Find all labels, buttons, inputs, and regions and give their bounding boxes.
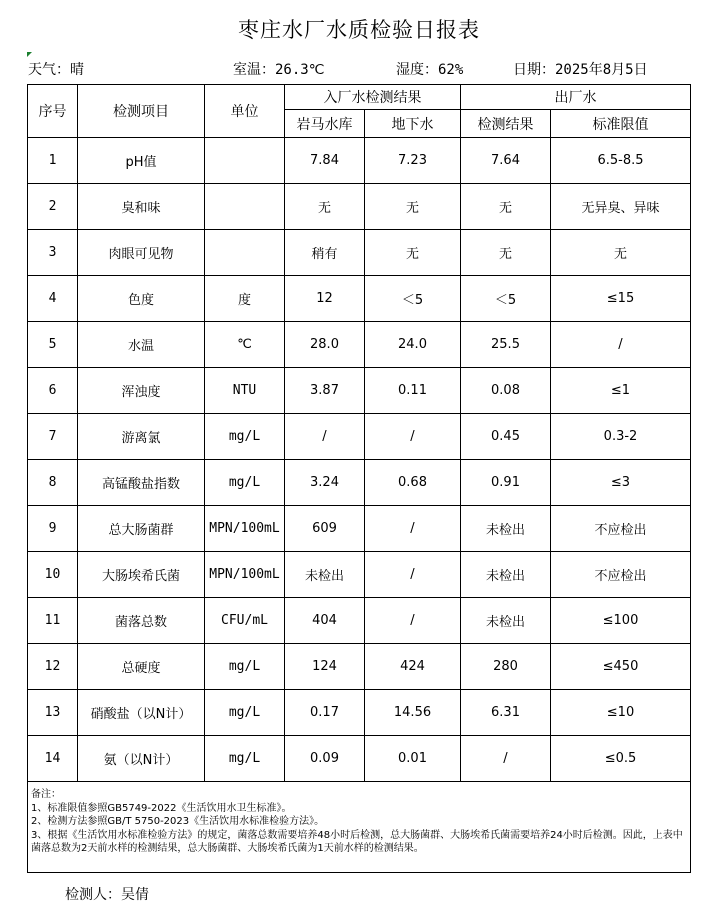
cell-unit: 度 bbox=[205, 276, 285, 322]
cell-groundwater-value: 0.68 bbox=[365, 460, 461, 506]
header-inlet-group: 入厂水检测结果 bbox=[285, 85, 461, 110]
note-line: 3、根据《生活饮用水标准检验方法》的规定，菌落总数需要培养48小时后检测，总大肠菌群、大肠埃希氏菌需要培养24小时后检测。因此，上表中菌落总数为2天前水样的检测结果，总大肠菌群、大肠埃希氏菌为1天前水样的检测结果。 bbox=[31, 829, 683, 854]
header-outlet-result: 检测结果 bbox=[461, 110, 551, 138]
cell-unit: mg/L bbox=[205, 736, 285, 782]
cell-standard-limit: 不应检出 bbox=[551, 506, 691, 552]
weather-field bbox=[28, 59, 84, 79]
cell-unit bbox=[205, 138, 285, 184]
cell-groundwater-value: / bbox=[365, 414, 461, 460]
water-quality-table bbox=[27, 84, 691, 873]
notes-row bbox=[28, 782, 691, 873]
cell-standard-limit: 0.3-2 bbox=[551, 414, 691, 460]
cell-unit: NTU bbox=[205, 368, 285, 414]
report-info-row bbox=[0, 59, 718, 81]
cell-seq: 13 bbox=[28, 690, 78, 736]
cell-seq: 10 bbox=[28, 552, 78, 598]
cell-item: 浑浊度 bbox=[78, 368, 205, 414]
cell-unit: MPN/100mL bbox=[205, 506, 285, 552]
notes-cell bbox=[28, 782, 691, 873]
cell-unit: mg/L bbox=[205, 460, 285, 506]
cell-seq: 9 bbox=[28, 506, 78, 552]
table-row bbox=[28, 230, 691, 276]
cell-outlet-result: 0.91 bbox=[461, 460, 551, 506]
cell-seq: 8 bbox=[28, 460, 78, 506]
cell-item: 水温 bbox=[78, 322, 205, 368]
table-row bbox=[28, 690, 691, 736]
cell-groundwater-value: 24.0 bbox=[365, 322, 461, 368]
cell-unit: ℃ bbox=[205, 322, 285, 368]
cell-standard-limit: / bbox=[551, 322, 691, 368]
cell-item: pH值 bbox=[78, 138, 205, 184]
cell-yanma-value: 稍有 bbox=[285, 230, 365, 276]
cell-outlet-result: 0.08 bbox=[461, 368, 551, 414]
cell-groundwater-value: 0.01 bbox=[365, 736, 461, 782]
cell-item: 游离氯 bbox=[78, 414, 205, 460]
table-row bbox=[28, 644, 691, 690]
table-row bbox=[28, 736, 691, 782]
cell-yanma-value: 3.87 bbox=[285, 368, 365, 414]
room-temp-value: 26.3℃ bbox=[275, 62, 325, 78]
cell-seq: 7 bbox=[28, 414, 78, 460]
note-line: 2、检测方法参照GB/T 5750-2023《生活饮用水标准检验方法》。 bbox=[31, 816, 325, 827]
cell-outlet-result: 未检出 bbox=[461, 598, 551, 644]
cell-seq: 5 bbox=[28, 322, 78, 368]
cell-groundwater-value: ＜5 bbox=[365, 276, 461, 322]
cell-outlet-result: 未检出 bbox=[461, 506, 551, 552]
room-temp-field bbox=[233, 59, 324, 79]
cell-item: 总硬度 bbox=[78, 644, 205, 690]
cell-yanma-value: 124 bbox=[285, 644, 365, 690]
cell-standard-limit: ≤100 bbox=[551, 598, 691, 644]
cell-seq: 4 bbox=[28, 276, 78, 322]
cell-outlet-result: 25.5 bbox=[461, 322, 551, 368]
cell-item: 肉眼可见物 bbox=[78, 230, 205, 276]
cell-yanma-value: 404 bbox=[285, 598, 365, 644]
cell-groundwater-value: 无 bbox=[365, 184, 461, 230]
cell-yanma-value: / bbox=[285, 414, 365, 460]
cell-item: 硝酸盐（以N计） bbox=[78, 690, 205, 736]
date-label: 日期： bbox=[513, 62, 555, 78]
cell-unit: mg/L bbox=[205, 690, 285, 736]
cell-outlet-result: 无 bbox=[461, 230, 551, 276]
cell-standard-limit: ≤450 bbox=[551, 644, 691, 690]
header-row-1 bbox=[28, 85, 691, 110]
cell-comment-marker bbox=[27, 52, 32, 57]
cell-outlet-result: ＜5 bbox=[461, 276, 551, 322]
cell-standard-limit: ≤15 bbox=[551, 276, 691, 322]
note-line: 1、标准限值参照GB5749-2022《生活饮用水卫生标准》。 bbox=[31, 802, 292, 814]
cell-seq: 6 bbox=[28, 368, 78, 414]
cell-seq: 2 bbox=[28, 184, 78, 230]
humidity-label: 湿度： bbox=[396, 62, 438, 78]
room-temp-label: 室温： bbox=[233, 62, 275, 78]
weather-label: 天气： bbox=[28, 62, 70, 78]
cell-unit bbox=[205, 184, 285, 230]
date-field bbox=[513, 59, 648, 79]
cell-item: 色度 bbox=[78, 276, 205, 322]
cell-unit: mg/L bbox=[205, 414, 285, 460]
table-row bbox=[28, 552, 691, 598]
cell-item: 菌落总数 bbox=[78, 598, 205, 644]
table-row bbox=[28, 598, 691, 644]
cell-yanma-value: 28.0 bbox=[285, 322, 365, 368]
cell-yanma-value: 0.09 bbox=[285, 736, 365, 782]
table-row bbox=[28, 276, 691, 322]
date-value: 2025年8月5日 bbox=[555, 62, 648, 78]
cell-yanma-value: 0.17 bbox=[285, 690, 365, 736]
cell-seq: 14 bbox=[28, 736, 78, 782]
header-standard-limit: 标准限值 bbox=[551, 110, 691, 138]
cell-seq: 12 bbox=[28, 644, 78, 690]
cell-yanma-value: 3.24 bbox=[285, 460, 365, 506]
header-seq: 序号 bbox=[28, 85, 78, 138]
humidity-field bbox=[396, 59, 463, 79]
cell-standard-limit: 无 bbox=[551, 230, 691, 276]
cell-standard-limit: 无异臭、异味 bbox=[551, 184, 691, 230]
cell-item: 臭和味 bbox=[78, 184, 205, 230]
cell-yanma-value: 7.84 bbox=[285, 138, 365, 184]
cell-standard-limit: ≤0.5 bbox=[551, 736, 691, 782]
cell-unit: CFU/mL bbox=[205, 598, 285, 644]
cell-item: 总大肠菌群 bbox=[78, 506, 205, 552]
header-item: 检测项目 bbox=[78, 85, 205, 138]
cell-yanma-value: 未检出 bbox=[285, 552, 365, 598]
report-title: 枣庄水厂水质检验日报表 bbox=[238, 18, 480, 42]
table-row bbox=[28, 138, 691, 184]
table-row bbox=[28, 506, 691, 552]
table-row bbox=[28, 368, 691, 414]
cell-groundwater-value: / bbox=[365, 506, 461, 552]
table-row bbox=[28, 184, 691, 230]
cell-outlet-result: 280 bbox=[461, 644, 551, 690]
cell-outlet-result: 未检出 bbox=[461, 552, 551, 598]
cell-unit bbox=[205, 230, 285, 276]
table-row bbox=[28, 322, 691, 368]
cell-standard-limit: 不应检出 bbox=[551, 552, 691, 598]
header-unit: 单位 bbox=[205, 85, 285, 138]
cell-seq: 3 bbox=[28, 230, 78, 276]
cell-standard-limit: ≤3 bbox=[551, 460, 691, 506]
cell-yanma-value: 609 bbox=[285, 506, 365, 552]
table-row bbox=[28, 460, 691, 506]
cell-item: 高锰酸盐指数 bbox=[78, 460, 205, 506]
header-outlet-group: 出厂水 bbox=[461, 85, 691, 110]
cell-outlet-result: 无 bbox=[461, 184, 551, 230]
table-row bbox=[28, 414, 691, 460]
cell-groundwater-value: 14.56 bbox=[365, 690, 461, 736]
cell-groundwater-value: 424 bbox=[365, 644, 461, 690]
cell-seq: 1 bbox=[28, 138, 78, 184]
cell-standard-limit: 6.5-8.5 bbox=[551, 138, 691, 184]
cell-groundwater-value: 7.23 bbox=[365, 138, 461, 184]
cell-standard-limit: ≤10 bbox=[551, 690, 691, 736]
weather-value: 晴 bbox=[70, 62, 84, 78]
cell-unit: mg/L bbox=[205, 644, 285, 690]
notes-heading: 备注： bbox=[31, 789, 61, 800]
cell-groundwater-value: 0.11 bbox=[365, 368, 461, 414]
cell-groundwater-value: 无 bbox=[365, 230, 461, 276]
cell-outlet-result: 6.31 bbox=[461, 690, 551, 736]
cell-yanma-value: 无 bbox=[285, 184, 365, 230]
cell-groundwater-value: / bbox=[365, 598, 461, 644]
cell-yanma-value: 12 bbox=[285, 276, 365, 322]
header-groundwater: 地下水 bbox=[365, 110, 461, 138]
cell-outlet-result: / bbox=[461, 736, 551, 782]
cell-unit: MPN/100mL bbox=[205, 552, 285, 598]
cell-standard-limit: ≤1 bbox=[551, 368, 691, 414]
header-yanma-reservoir: 岩马水库 bbox=[285, 110, 365, 138]
cell-item: 氨（以N计） bbox=[78, 736, 205, 782]
cell-groundwater-value: / bbox=[365, 552, 461, 598]
cell-seq: 11 bbox=[28, 598, 78, 644]
cell-outlet-result: 0.45 bbox=[461, 414, 551, 460]
cell-outlet-result: 7.64 bbox=[461, 138, 551, 184]
humidity-value: 62% bbox=[438, 62, 464, 78]
inspector-signature: 检测人：吴倩 bbox=[65, 887, 149, 903]
cell-item: 大肠埃希氏菌 bbox=[78, 552, 205, 598]
